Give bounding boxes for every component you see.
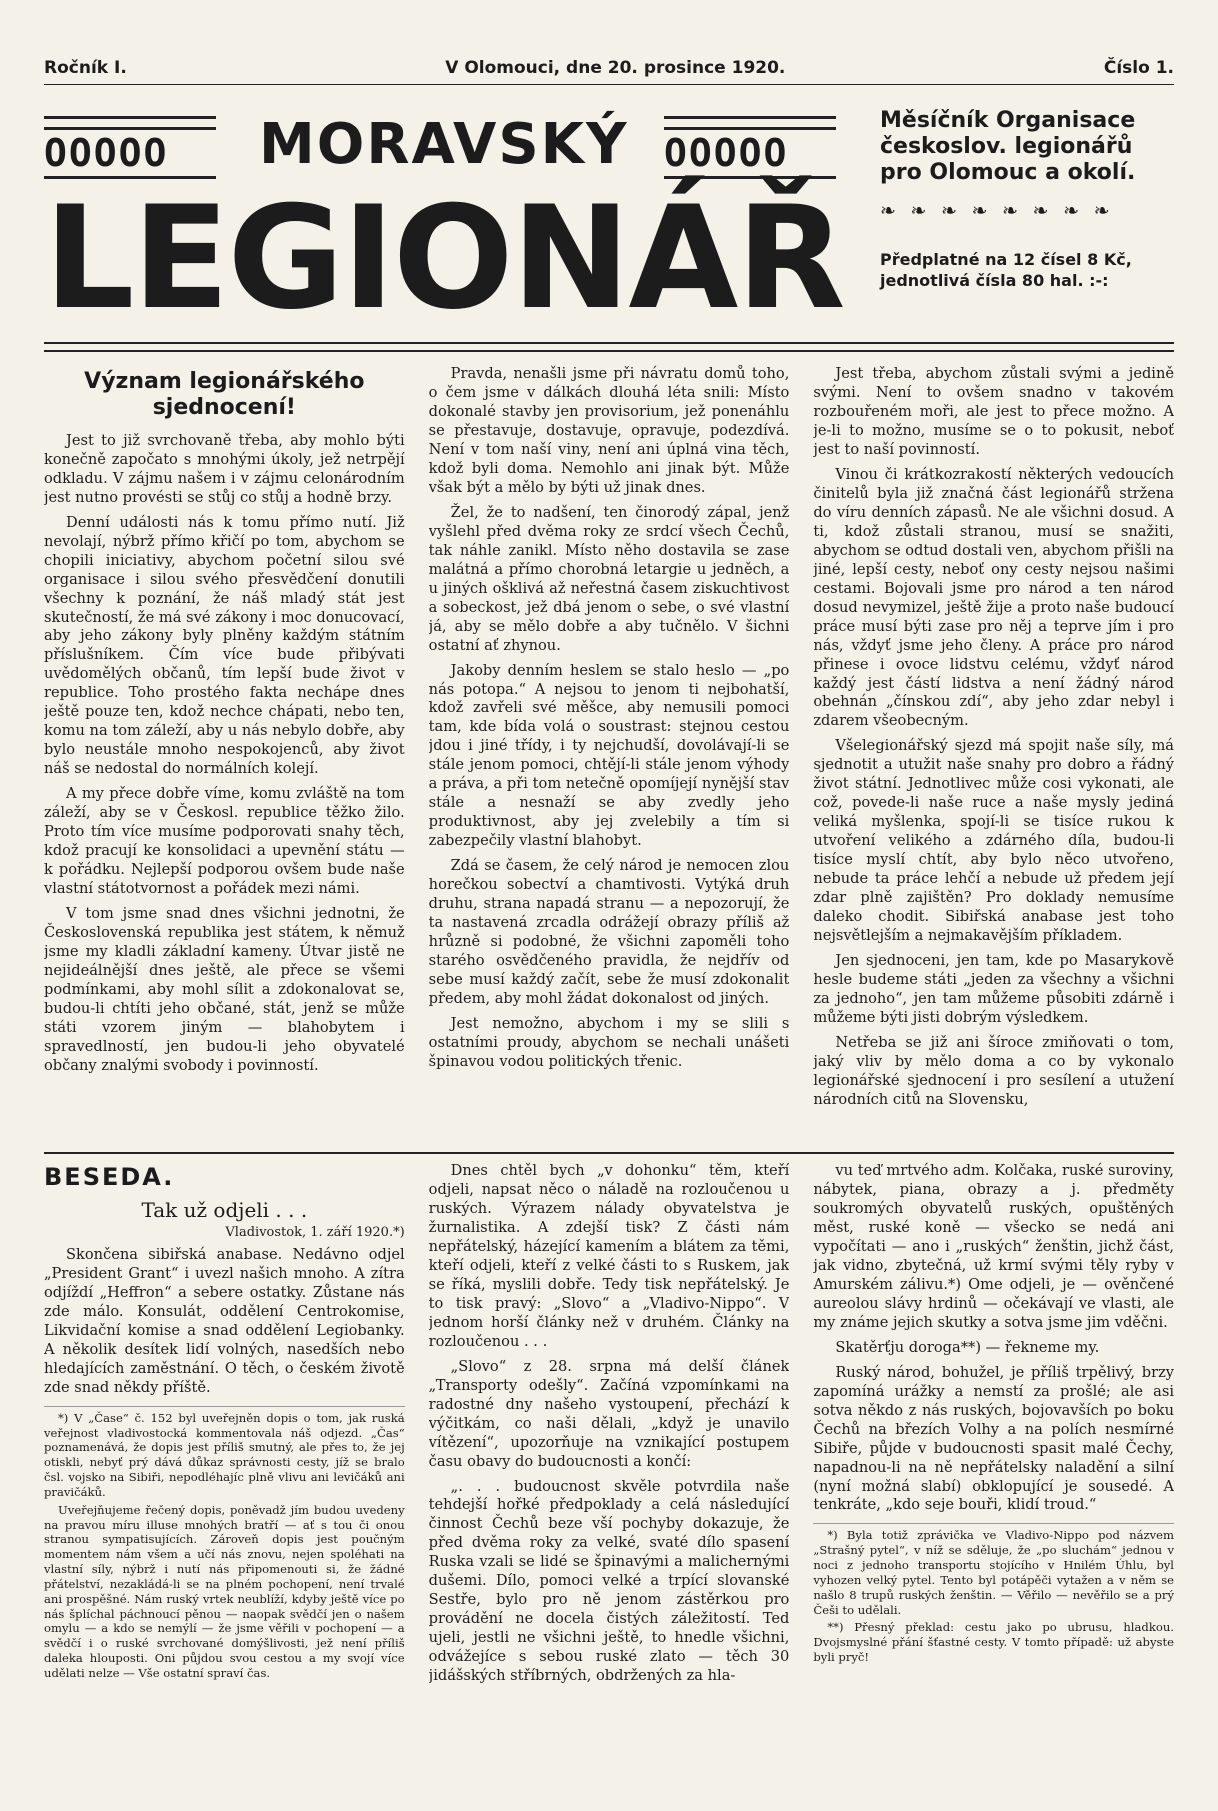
paragraph: A my přece dobře víme, komu zvláště na tom záleží, aby se v Českosl. republice těžko žilo. Proto tím více musíme podporovati snahy těch, kdož pracují ke konsolidaci a upevnění státu — k pořádku. Nejlepší podporou ovšem bude naše vlastní státotvornost a pořádek mezi námi. (44, 785, 405, 898)
masthead-divider (44, 342, 1174, 352)
paragraph: Denní události nás k tomu přímo nutí. Již nevolají, nýbrž přímo křičí po tom, abychom se chopili iniciativy, abychom početní silou své organisace i silou svého přesvědčení donutili všechny k poznání, že náš mladý stát jest skutečností, že má své zákony i moc donucovací, aby jeho zákony byly plněny každým státním příslušníkem. Čím více bude přibývati uvědomělých občanů, tím lepší bude život v republice. Toho prostého fakta nechápe dnes ještě pouze ten, kdož nechce chápati, nebo ten, komu na tom záleží, aby u nás nebylo dobře, aby bylo neustále mnoho nespokojenců, aby život náš se nedostal do normálních kolejí. (44, 513, 405, 778)
beseda-column-2 (429, 1162, 790, 1692)
beseda-col3-notes (813, 1523, 1174, 1664)
beseda-column-3 (813, 1162, 1174, 1692)
header-bar (44, 58, 1174, 85)
beseda-heading: BESEDA. (44, 1163, 175, 1191)
paragraph: Skončena sibiřská anabase. Nedávno odjel „President Grant“ i uvezl našich mnoho. A zítra odjíždí „Heffron“ a sebere ostatky. Zůstane nás zde málo. Konsulát, oddělení Centrokomise, Likvidační komise a snad oddělení Legiobanky. A několik desítek lidí volných, nasedších nebo hledajících zaměstnání. O těch, o českém životě zde snad někdy příště. (44, 1246, 405, 1396)
paragraph: Jest třeba, abychom zůstali svými a jedině svými. Není to ovšem snadno v takovém rozbouřeném moři, ale jest to přece možno. A je-li to možno, musíme se o to pokusit, neboť jest to naší povinností. (813, 365, 1175, 458)
paragraph: Pravda, nenašli jsme při návratu domů toho, o čem jsme v dálkách dlouhá léta snili: Místo dokonalé stavby jen provisorium, jež ponenáhlu se přestavuje, dostavuje, opravuje, podezdívá. Není v tom naší viny, není ani úplná vina těch, kdož byli doma. Nemohlo ani jinak být. Může však být a mělo by býti už jinak dnes. (428, 365, 790, 496)
beseda-col1-notes (44, 1406, 405, 1681)
article-col2-body (429, 365, 790, 1072)
paragraph: *) V „Čase“ č. 152 byl uveřejněn dopis o tom, jak ruská veřejnost vladivostocká kommentovala náš odjezd. „Čas“ poznamenává, že dopis jest příliš smutný, ale přes to, že jej otiskli, nebyť prý dává důkaz správnosti cesty, jíž se bralo čsl. vojsko na Sibiři, nepodléhajíc plně vlivu ani levičáků ani pravičáků. (44, 1410, 405, 1499)
beseda-section (44, 1152, 1174, 1692)
decor-left: OOOOO (44, 116, 216, 179)
paragraph: Jakoby denním heslem se stalo heslo — „po nás potopa.“ A nejsou to jenom ti nejbohatší, kdož zavřeli své měšce, aby nemusili pomoci tam, kde bída volá o soustrast: stejnou cestou jdou i jiné třídy, i ty nejchudší, dovolávají-li se stále jenom pomoci, chtějí-li stále jenom výhody a práva, a při tom netečně opomíjejí nynější stav stále a nesnaží se aby zvedly jeho produktivnost, aby jej zvelebily a tím si zabezpečily vlastní blahobyt. (428, 661, 790, 850)
beseda-col1-body (44, 1246, 405, 1398)
title-line1: MORAVSKÝ (259, 112, 629, 177)
paragraph: *) Byla totiž zprávička ve Vladivo-Nippo pod názvem „Strašný pytel“, v níž se sděluje, že „po sluchám“ jednou v noci z jednoho transportu stojícího v Hnilém Úhlu, byl vyhozen velký pytel. Tento byl potápěči vytažen a v něm se našlo 8 trupů ruských ženštin. — Věřilo — nevěřilo se a prý Češi to udělali. (813, 1528, 1175, 1617)
paragraph: Jest to již svrchovaně třeba, aby mohlo býti konečně započato s mnohými úkoly, jež netrpějí odkladu. V zájmu našem i v zájmu celonárodním jest nutno provésti se stůj co stůj a hodně brzy. (44, 431, 405, 506)
lead-article (44, 365, 1174, 1140)
paragraph: Žel, že to nadšení, ten činorodý zápal, jenž vyšlehl před dvěma roky ze srdcí všech Čechů, tak náhle zanikl. Místo něho dostavila se zase malátná a přímo chorobná letargie u jedněch, a u jiných ošklivá až neřestná časem ziskuchtivost a sobeckost, jež dbá jenom o sebe, o své vlastní já, aby se mělo dobře a aby tučnělo. V šichni ostatní ať zhynou. (428, 503, 790, 654)
paragraph: V tom jsme snad dnes všichni jednotni, že Československá republika jest státem, k němuž jsme my kladli základní kameny. Útvar jistě ne nejideálnější dnes ještě, ale přece se všemi podmínkami, aby mohl sílit a zdokonalovat se, budou-li chtíti jeho občané, stát, jenž se může státi vzorem jiným — blahobytem i spravedlností, jen budou-li jeho obyvatelé občany znalými svobody i povinností. (44, 905, 405, 1074)
beseda-col3-body (813, 1162, 1174, 1515)
paragraph: Dnes chtěl bych „v dohonku“ těm, kteří odjeli, napsat něco o náladě na rozloučenou u ruských. Výrazem nálady obyvatelstva je žurnalistika. A zdejší tisk? Z části nám nepřátelský, házející kamením a blátem za těmi, kteří odjeli, kteří z velké části to s Ruskem, jak se říká, myslili dobře. Tedy tisk nepřátelský. Je to tisk pravý: „Slovo“ a „Vladivo-Nippo“. V jednom horší články než v druhém. Články na rozloučenou . . . (428, 1162, 790, 1350)
paragraph: Vinou či krátkozrakostí některých vedoucích činitelů byla již značná část legionářů stržena do víru denních zápasů. Ne ale všichni dosud. A ti, kdož zůstali stranou, musí se snažiti, abychom se odtud dostali ven, abychom přišli na jiné, lepší cesty, neboť ony cesty nejsou našimi cestami. Bojovali jsme pro národ a ten národ dosud nevymizel, ještě žije a proto naše budoucí práce musí býti zase pro něj a teprve jím i pro nás, vždyť jsme jeho členy. A práce pro národ přinese i ovoce lidstvu celému, vždyť národ každý jest částí lidstva a není žádný národ obehnán „čínskou zdí“, aby jeho zdar nebyl i zdarem všeobecným. (813, 465, 1175, 730)
article-title: Význam legionářského sjednocení! (84, 369, 365, 421)
article-column-3 (813, 365, 1174, 1140)
paragraph: „. . . budoucnost skvěle potvrdila naše tehdejší hořké předpoklady a celá následující činnost Čechů beze vší pochyby dokazuje, že před dvěma roky za velké, svaté dílo spasení Ruska vzali se lidé se špinavými a malichernými dušemi. Dílo, pomoci velké a trpící slovanské Sestře, bylo pro ně jenom zástěrkou pro provádění ne docela čistých záležitostí. Teď ujeli, jestli ne všichni ještě, to hnedle všichni, odvážejíce s sebou ruské zlato — těch 30 jidášských stříbrných, obdržených za hla- (428, 1477, 790, 1685)
paragraph: „Slovo“ z 28. srpna má delší článek „Transporty odešly“. Začíná vzpomínkami na radostné dny našeho vystoupení, přechází k výčitkám, co naši dělali, „když je unavilo vítězení“, upozorňuje na vznikající postupem času obavy do budoucnosti a končí: (428, 1357, 790, 1470)
beseda-dateline: Vladivostok, 1. září 1920.*) (225, 1225, 405, 1241)
paragraph: Jen sjednoceni, jen tam, kde po Masarykově hesle budeme státi „jeden za všechny a všichni za jednoho“, jen tam můžeme působiti zdárně i můžeme býti jisti dobrým výsledkem. (813, 952, 1175, 1026)
paragraph: Ruský národ, bohužel, je příliš trpělivý, brzy zapomíná urážky a nemstí za prošlé; ale asi sotva někdo z nás ruských, bojovavších po boku Čechů na březích Volhy a na polích nesmírné Sibiře, půjde v budoucnosti spasit malé Čechy, napadnou-li na ně nepřátelsky naladění a silní (nyní možná slabí) obklopující je sousedé. A tenkráte, „kdo seje bouři, klidí troud.“ (813, 1363, 1175, 1514)
paragraph: Uveřejňujeme řečený dopis, poněvadž jím budou uvedeny na pravou míru illuse mnohých bratří — ať s tou či onou stranou sympatisujících. Zároveň dopis jest poučným momentem nám všem a učí nás znovu, nejen spoléhati na vlastní síly, nýbrž i nutí nás připomenouti si, že žádné přátelství, nezakládá-li se na plném pochopení, není trvalé ani prospěšné. Nám ruský vrtek neublíží, kdyby ještě více po nás šplíchal páchnoucí pěnou — naopak svědčí jen o našem omylu — a kdo se nemýlí — že jsme věřili v pochopení — a svědčí i o ruské svrchované domýšlivosti, jež není příliš daleka hlouposti. Oni půjdou svou cestou a my svojí více udělati nelze — Vše ostatní spraví čas. (44, 1502, 405, 1680)
article-col1-body (44, 432, 405, 1076)
beseda-col2-body (429, 1162, 790, 1686)
issue-number: Číslo 1. (1103, 58, 1174, 78)
place-date: V Olomouci, dne 20. prosince 1920. (445, 58, 786, 78)
paragraph: **) Přesný překlad: cestu jako po ubrusu, hladkou. Dvojsmyslné přání šťastné cesty. V tomto případě: už abyste byli pryč! (813, 1620, 1175, 1665)
masthead (44, 108, 1174, 341)
beseda-title: Tak už odjeli . . . (141, 1198, 308, 1223)
subscription-price: Předplatné na 12 čísel 8 Kč, jednotlivá čísla 80 hal. :-: (880, 249, 1132, 290)
paragraph: Všelegionářský sjezd má spojit naše síly, má sjednotit a utužit naše snahy pro dobro a řádný život státní. Jednotlivec může cosi vykonati, ale což, povede-li naše ruce a naše mysly jediná veliká myšlenka, spojí-li se tisíce rukou k utvoření velikého a zdárného díla, budou-li tisíce myslí chtít, aby bylo něco utvořeno, nebude ta práce lehčí a nebude už předem její zdar plně zajištěn? Pro doklady nemusíme daleko chodit. Sibiřská anabase jest toho nejsvětlejším a nejmakavějším příkladem. (813, 737, 1175, 945)
masthead-info (880, 108, 1180, 291)
title-line2: LEGIONÁŘ (44, 176, 844, 341)
decor-right: OOOOO (664, 116, 836, 179)
masthead-subtitle: Měsíčník Organisace českoslov. legionářů pro Olomouc a okolí. (880, 108, 1136, 185)
article-column-1 (44, 365, 405, 1140)
paragraph: Jest nemožno, abychom i my se slili s ostatními proudy, abychom se nechali unášeti špinavou vodou politických třenic. (428, 1014, 790, 1070)
paragraph: Skatěrťju doroga**) — řekneme my. (835, 1338, 1100, 1356)
volume-label: Ročník I. (44, 58, 127, 78)
paragraph: Zdá se časem, že celý národ je nemocen zlou horečkou sobectví a chamtivosti. Vytýká druh druhu, strana napadá stranu — a nepozorují, že ta nastavená zrcadla odrážejí obrazy příliš až hrůzně si podobné, že všichni zapoměli toho starého osvědčeného pravidla, že nejdřív od sebe musí každý začít, sebe že musí zdokonalit předem, aby mohl žádat dokonalost od jiných. (428, 857, 790, 1007)
paragraph: Netřeba se již ani šíroce zmiňovati o tom, jaký vliv by mělo doma a co by vykonalo legionářské sjednocení i pro sesílení a utužení národních citů na Slovensku, (813, 1033, 1175, 1108)
paragraph: vu teď mrtvého adm. Kolčaka, ruské suroviny, nábytek, piana, obrazy a j. předměty soukromých obyvatelů ruských, opuštěných měst, ruské koně — všecko se nedá ani vypočítati — ano i „ruských“ ženštin, jichž část, jak vidno, zbytečná, už krmí svými těly ryby v Amurském zálivu.*) Ome odjeli, je — ověnčené aureolou slávy hrdinů — očekávají ve vlasti, ale my známe jejich skutky a sotva jsme jim vděčni. (813, 1162, 1175, 1331)
beseda-column-1 (44, 1162, 405, 1692)
ornament-row: ❧ ❧ ❧ ❧ ❧ ❧ ❧ ❧ (880, 199, 1114, 222)
article-col3-body (813, 365, 1174, 1110)
article-column-2 (429, 365, 790, 1140)
